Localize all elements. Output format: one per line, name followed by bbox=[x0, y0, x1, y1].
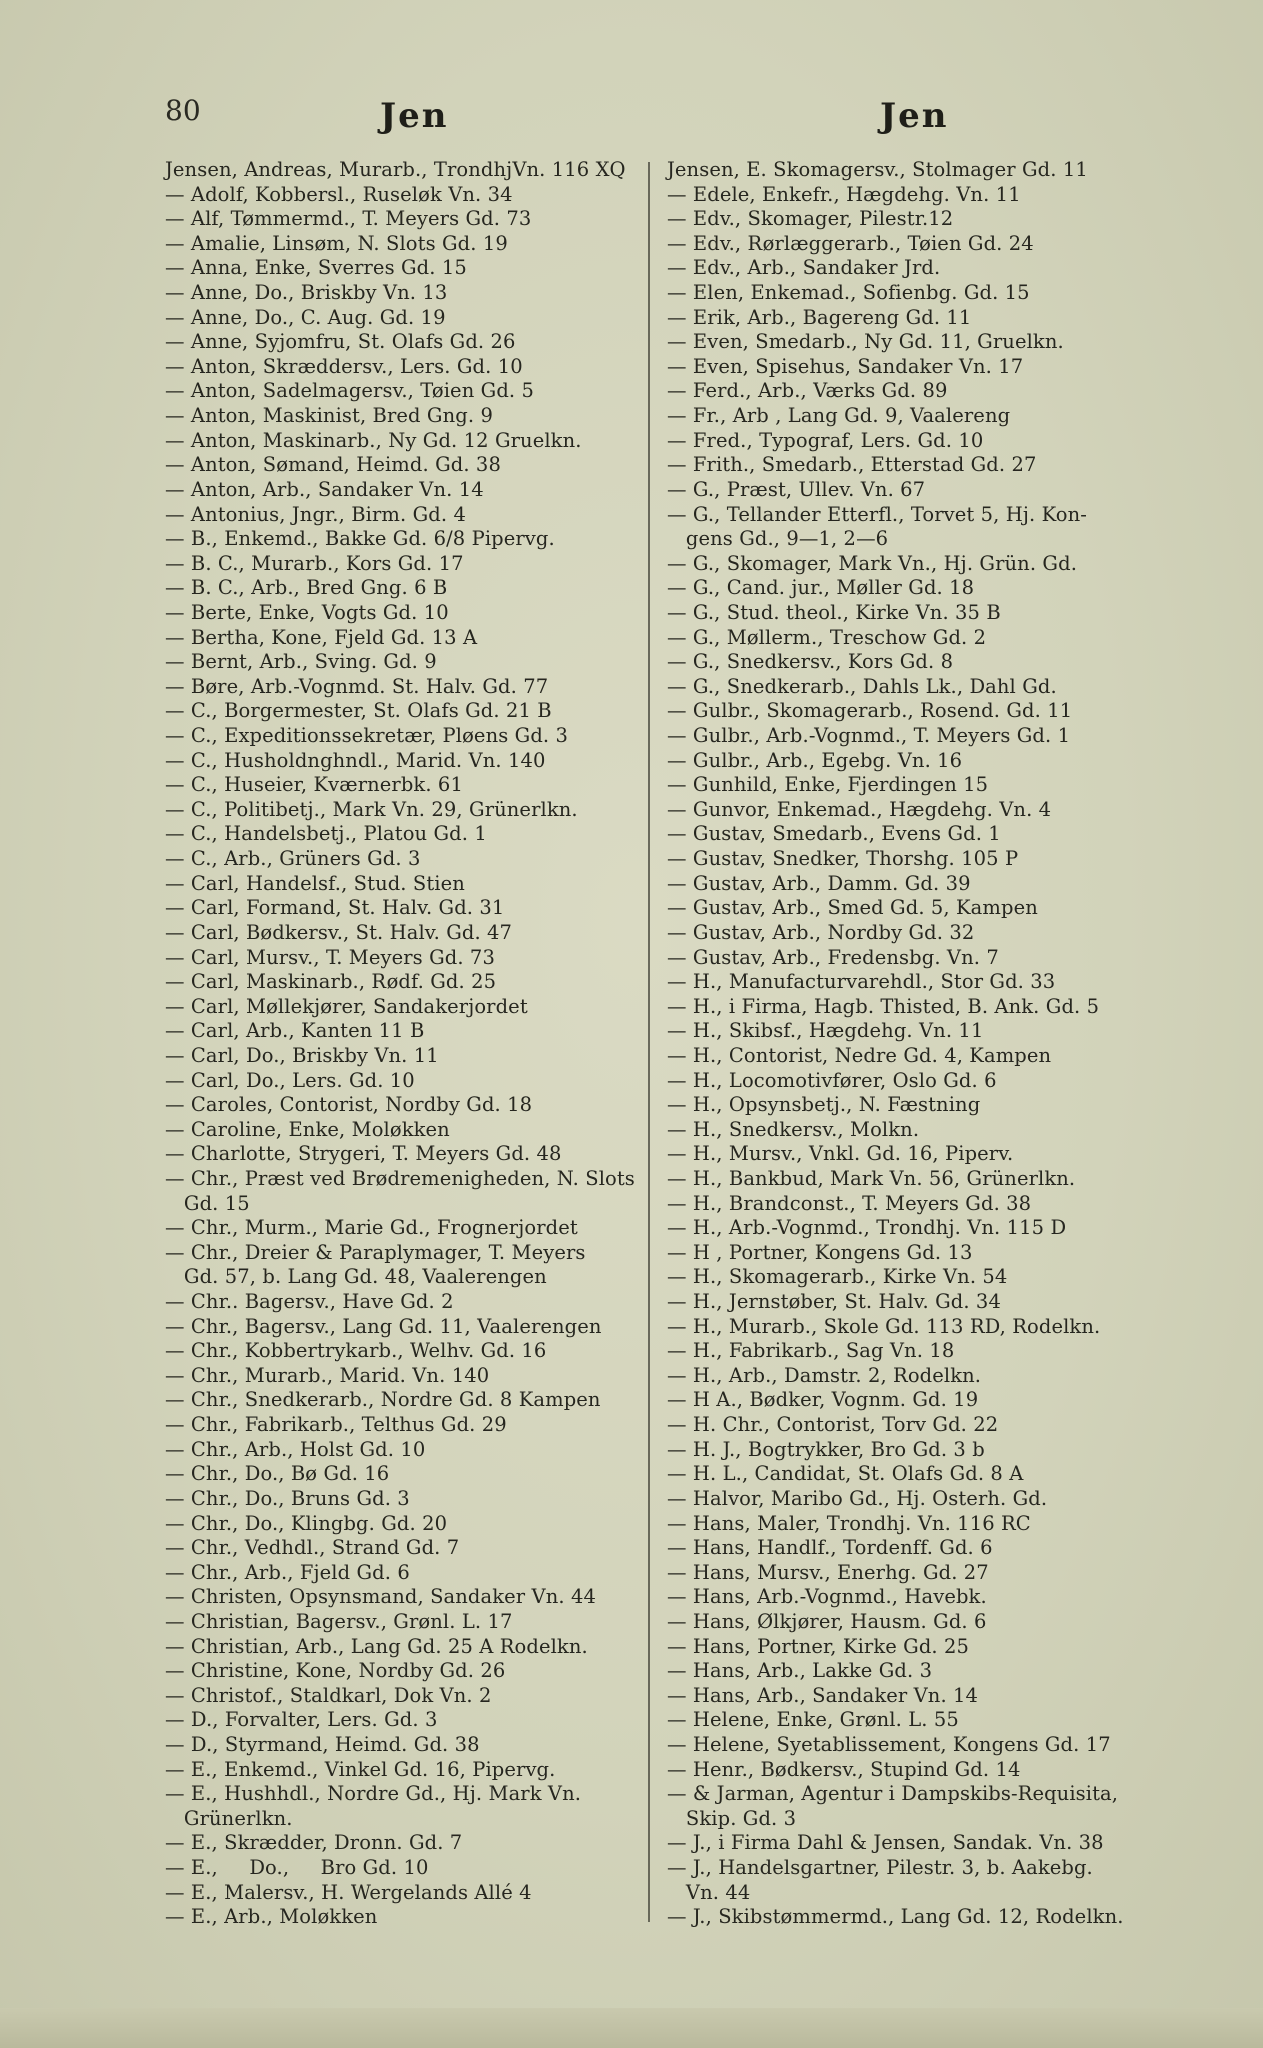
directory-entry: — B. C., Murarb., Kors Gd. 17 bbox=[165, 551, 464, 575]
directory-entry: — Erik, Arb., Bagereng Gd. 11 bbox=[667, 305, 972, 329]
directory-entry: — Anton, Skræddersv., Lers. Gd. 10 bbox=[165, 354, 523, 378]
directory-entry: gens Gd., 9—1, 2—6 bbox=[667, 527, 889, 551]
directory-entry: — Anton, Maskinarb., Ny Gd. 12 Gruelkn. bbox=[165, 428, 582, 452]
directory-entry: — G., Tellander Etterfl., Torvet 5, Hj. Kon- bbox=[667, 502, 1087, 526]
column-divider bbox=[648, 162, 650, 1922]
directory-entry: — Carl, Handelsf., Stud. Stien bbox=[165, 871, 465, 895]
directory-entry: — J., Skibstømmermd., Lang Gd. 12, Rodelkn. bbox=[667, 1905, 1124, 1929]
directory-entry: — Edele, Enkefr., Hægdehg. Vn. 11 bbox=[667, 182, 1021, 206]
directory-entry: — Anne, Do., C. Aug. Gd. 19 bbox=[165, 305, 446, 329]
directory-entry: — Fr., Arb , Lang Gd. 9, Vaalereng bbox=[667, 404, 1011, 428]
directory-entry: — Chr., Vedhdl., Strand Gd. 7 bbox=[165, 1536, 460, 1560]
right-column bbox=[667, 158, 1159, 1930]
directory-entry: — C., Expeditionssekretær, Pløens Gd. 3 bbox=[165, 724, 569, 748]
directory-entry: — Chr., Murm., Marie Gd., Frognerjordet bbox=[165, 1216, 578, 1240]
directory-entry: — E., Skrædder, Dronn. Gd. 7 bbox=[165, 1831, 463, 1855]
directory-entry: — Gustav, Arb., Nordby Gd. 32 bbox=[667, 920, 975, 944]
directory-entry: — Chr., Do., Bruns Gd. 3 bbox=[165, 1486, 410, 1510]
directory-entry: — Hans, Handlf., Tordenff. Gd. 6 bbox=[667, 1536, 993, 1560]
directory-entry: — Anne, Syjomfru, St. Olafs Gd. 26 bbox=[165, 330, 516, 354]
directory-entry: — H., Manufacturvarehdl., Stor Gd. 33 bbox=[667, 970, 1056, 994]
directory-entry: — H., Mursv., Vnkl. Gd. 16, Piperv. bbox=[667, 1142, 1014, 1166]
directory-entry: — Henr., Bødkersv., Stupind Gd. 14 bbox=[667, 1757, 1021, 1781]
directory-entry: — Hans, Arb., Sandaker Vn. 14 bbox=[667, 1683, 979, 1707]
directory-entry: — H., Jernstøber, St. Halv. Gd. 34 bbox=[667, 1290, 1001, 1314]
directory-entry: — E., Malersv., H. Wergelands Allé 4 bbox=[165, 1880, 532, 1904]
directory-entry: — H. J., Bogtrykker, Bro Gd. 3 b bbox=[667, 1437, 985, 1461]
directory-entry: — Christof., Staldkarl, Dok Vn. 2 bbox=[165, 1683, 492, 1707]
directory-entry: — Gustav, Arb., Fredensbg. Vn. 7 bbox=[667, 945, 999, 969]
directory-entry: — Carl, Formand, St. Halv. Gd. 31 bbox=[165, 896, 505, 920]
directory-entry: — Even, Smedarb., Ny Gd. 11, Gruelkn. bbox=[667, 330, 1064, 354]
directory-entry: — H. Chr., Contorist, Torv Gd. 22 bbox=[667, 1413, 999, 1437]
directory-entry: — H. L., Candidat, St. Olafs Gd. 8 A bbox=[667, 1462, 1024, 1486]
directory-entry: — Gunhild, Enke, Fjerdingen 15 bbox=[667, 773, 989, 797]
directory-entry: — Hans, Arb.-Vognmd., Havebk. bbox=[667, 1585, 987, 1609]
directory-entry: — B., Enkemd., Bakke Gd. 6/8 Pipervg. bbox=[165, 527, 555, 551]
directory-entry: — Helene, Syetablissement, Kongens Gd. 17 bbox=[667, 1733, 1111, 1756]
directory-entry: — Gustav, Arb., Damm. Gd. 39 bbox=[667, 871, 971, 895]
directory-entry: — Gustav, Arb., Smed Gd. 5, Kampen bbox=[667, 896, 1038, 920]
directory-entry: — Amalie, Linsøm, N. Slots Gd. 19 bbox=[165, 231, 508, 255]
directory-entry: — Børe, Arb.-Vognmd. St. Halv. Gd. 77 bbox=[165, 674, 549, 698]
directory-entry: — Bertha, Kone, Fjeld Gd. 13 A bbox=[165, 625, 478, 649]
directory-entry: — C., Handelsbetj., Platou Gd. 1 bbox=[165, 822, 487, 846]
directory-entry: — Gustav, Snedker, Thorshg. 105 P bbox=[667, 847, 1019, 871]
directory-entry: — H., Arb., Damstr. 2, Rodelkn. bbox=[667, 1363, 982, 1387]
directory-entry: — Chr., Dreier & Paraplymager, T. Meyers bbox=[165, 1240, 586, 1264]
directory-entry: — H., Bankbud, Mark Vn. 56, Grünerlkn. bbox=[667, 1166, 1076, 1190]
page-bottom-edge bbox=[0, 2008, 1263, 2048]
directory-entry: — Alf, Tømmermd., T. Meyers Gd. 73 bbox=[165, 207, 532, 231]
directory-entry: — E., Do., Bro Gd. 10 bbox=[165, 1856, 429, 1880]
directory-entry: — H A., Bødker, Vognm. Gd. 19 bbox=[667, 1388, 979, 1412]
directory-entry: — C., Borgermester, St. Olafs Gd. 21 B bbox=[165, 699, 552, 723]
directory-entry: — G., Snedkersv., Kors Gd. 8 bbox=[667, 650, 954, 674]
directory-entry: — Chr., Fabrikarb., Telthus Gd. 29 bbox=[165, 1413, 507, 1437]
directory-entry: — Halvor, Maribo Gd., Hj. Osterh. Gd. bbox=[667, 1486, 1048, 1510]
directory-entry: — Anton, Sadelmagersv., Tøien Gd. 5 bbox=[165, 379, 535, 403]
directory-entry: — H., Opsynsbetj., N. Fæstning bbox=[667, 1093, 981, 1117]
directory-entry: — Antonius, Jngr., Birm. Gd. 4 bbox=[165, 502, 466, 526]
directory-entry: — Chr., Do., Bø Gd. 16 bbox=[165, 1462, 390, 1486]
directory-entry: — Anton, Sømand, Heimd. Gd. 38 bbox=[165, 453, 501, 477]
directory-entry: — Bernt, Arb., Sving. Gd. 9 bbox=[165, 650, 437, 674]
directory-entry: — Anna, Enke, Sverres Gd. 15 bbox=[165, 256, 467, 280]
running-header-right: Jen bbox=[880, 96, 949, 136]
directory-entry: — Hans, Arb., Lakke Gd. 3 bbox=[667, 1659, 933, 1683]
directory-entry: — G., Snedkerarb., Dahls Lk., Dahl Gd. bbox=[667, 674, 1057, 698]
directory-entry: — H., Arb.-Vognmd., Trondhj. Vn. 115 D bbox=[667, 1216, 1067, 1240]
directory-entry: — H., Locomotivfører, Oslo Gd. 6 bbox=[667, 1068, 997, 1092]
directory-entry: — Edv., Arb., Sandaker Jrd. bbox=[667, 256, 941, 280]
directory-entry: — Ferd., Arb., Værks Gd. 89 bbox=[667, 379, 948, 403]
directory-entry: — H., Skomagerarb., Kirke Vn. 54 bbox=[667, 1265, 1008, 1289]
directory-entry: — H., Skibsf., Hægdehg. Vn. 11 bbox=[667, 1019, 984, 1043]
left-column bbox=[165, 158, 655, 1930]
directory-entry: — G., Skomager, Mark Vn., Hj. Grün. Gd. bbox=[667, 551, 1077, 575]
directory-entry: — Carl, Mursv., T. Meyers Gd. 73 bbox=[165, 945, 495, 969]
directory-entry: — Charlotte, Strygeri, T. Meyers Gd. 48 bbox=[165, 1142, 562, 1166]
directory-entry: — G., Møllerm., Treschow Gd. 2 bbox=[667, 625, 987, 649]
directory-entry: — Gulbr., Skomagerarb., Rosend. Gd. 11 bbox=[667, 699, 1073, 723]
directory-entry: — Anton, Arb., Sandaker Vn. 14 bbox=[165, 477, 484, 501]
directory-entry: — G., Cand. jur., Møller Gd. 18 bbox=[667, 576, 975, 600]
directory-entry: — J., i Firma Dahl & Jensen, Sandak. Vn. 38 bbox=[667, 1831, 1104, 1855]
directory-entry: — Chr.. Bagersv., Have Gd. 2 bbox=[165, 1290, 454, 1314]
directory-entry: — J., Handelsgartner, Pilestr. 3, b. Aakebg. bbox=[667, 1856, 1093, 1880]
directory-entry: — Carl, Do., Lers. Gd. 10 bbox=[165, 1068, 415, 1092]
directory-entry: — H., i Firma, Hagb. Thisted, B. Ank. Gd. 5 bbox=[667, 994, 1100, 1018]
directory-entry: — Anton, Maskinist, Bred Gng. 9 bbox=[165, 404, 493, 428]
directory-entry: — Christian, Bagersv., Grønl. L. 17 bbox=[165, 1609, 513, 1633]
directory-entry: — Elen, Enkemad., Sofienbg. Gd. 15 bbox=[667, 281, 1030, 305]
directory-entry: — H , Portner, Kongens Gd. 13 bbox=[667, 1240, 973, 1264]
directory-entry: — Chr., Bagersv., Lang Gd. 11, Vaalerengen bbox=[165, 1314, 602, 1338]
directory-entry: — Christen, Opsynsmand, Sandaker Vn. 44 bbox=[165, 1585, 596, 1609]
directory-entry: — E., Enkemd., Vinkel Gd. 16, Pipervg. bbox=[165, 1757, 556, 1781]
directory-entry: — Caroline, Enke, Moløkken bbox=[165, 1117, 450, 1141]
directory-entry: — Christian, Arb., Lang Gd. 25 A Rodelkn. bbox=[165, 1634, 588, 1658]
directory-entry: — Frith., Smedarb., Etterstad Gd. 27 bbox=[667, 453, 1037, 477]
directory-entry: — Chr., Kobbertrykarb., Welhv. Gd. 16 bbox=[165, 1339, 547, 1363]
directory-entry: Skip. Gd. 3 bbox=[667, 1806, 797, 1830]
directory-entry: — Chr., Snedkerarb., Nordre Gd. 8 Kampen bbox=[165, 1388, 601, 1412]
directory-entry: — Hans, Ølkjører, Hausm. Gd. 6 bbox=[667, 1609, 987, 1633]
directory-entry: — E., Hushhdl., Nordre Gd., Hj. Mark Vn. bbox=[165, 1782, 582, 1806]
directory-entry: — H., Contorist, Nedre Gd. 4, Kampen bbox=[667, 1043, 1052, 1067]
directory-entry: Gd. 15 bbox=[165, 1191, 250, 1215]
directory-entry: — Gulbr., Arb.-Vognmd., T. Meyers Gd. 1 bbox=[667, 724, 1071, 748]
directory-entry: — Chr., Do., Klingbg. Gd. 20 bbox=[165, 1511, 448, 1535]
directory-entry: — Edv., Rørlæggerarb., Tøien Gd. 24 bbox=[667, 231, 1034, 255]
directory-entry: — Helene, Enke, Grønl. L. 55 bbox=[667, 1708, 959, 1732]
directory-entry: — D., Styrmand, Heimd. Gd. 38 bbox=[165, 1733, 480, 1756]
directory-entry: — Chr., Præst ved Brødremenigheden, N. Slots bbox=[165, 1166, 635, 1190]
directory-entry: — Adolf, Kobbersl., Ruseløk Vn. 34 bbox=[165, 182, 513, 206]
directory-entry: — H., Murarb., Skole Gd. 113 RD, Rodelkn. bbox=[667, 1314, 1101, 1338]
directory-entry: — H., Brandconst., T. Meyers Gd. 38 bbox=[667, 1191, 1032, 1215]
directory-entry: — C., Arb., Grüners Gd. 3 bbox=[165, 847, 421, 871]
directory-entry: — Gulbr., Arb., Egebg. Vn. 16 bbox=[667, 748, 963, 772]
directory-entry: — Chr., Arb., Fjeld Gd. 6 bbox=[165, 1560, 410, 1584]
directory-entry: — Carl, Bødkersv., St. Halv. Gd. 47 bbox=[165, 920, 513, 944]
directory-entry: — Carl, Maskinarb., Rødf. Gd. 25 bbox=[165, 970, 497, 994]
directory-entry: — Gunvor, Enkemad., Hægdehg. Vn. 4 bbox=[667, 797, 1052, 821]
directory-entry: — B. C., Arb., Bred Gng. 6 B bbox=[165, 576, 448, 600]
directory-entry: — Hans, Portner, Kirke Gd. 25 bbox=[667, 1634, 970, 1658]
directory-entry: Grünerlkn. bbox=[165, 1806, 293, 1830]
directory-entry: Vn. 44 bbox=[667, 1880, 751, 1904]
directory-entry: — H., Snedkersv., Molkn. bbox=[667, 1117, 920, 1141]
directory-entry: — Caroles, Contorist, Nordby Gd. 18 bbox=[165, 1093, 533, 1117]
directory-entry: — Hans, Mursv., Enerhg. Gd. 27 bbox=[667, 1560, 989, 1584]
directory-entry: — Carl, Do., Briskby Vn. 11 bbox=[165, 1043, 439, 1067]
directory-entry: — Hans, Maler, Trondhj. Vn. 116 RC bbox=[667, 1511, 1031, 1535]
directory-entry: — Fred., Typograf, Lers. Gd. 10 bbox=[667, 428, 984, 452]
directory-entry: — Berte, Enke, Vogts Gd. 10 bbox=[165, 600, 449, 624]
directory-entry: — D., Forvalter, Lers. Gd. 3 bbox=[165, 1708, 438, 1732]
directory-entry: — C., Politibetj., Mark Vn. 29, Grünerlkn. bbox=[165, 797, 578, 821]
directory-entry: — & Jarman, Agentur i Dampskibs-Requisita, bbox=[667, 1782, 1119, 1806]
directory-entry: — Gustav, Smedarb., Evens Gd. 1 bbox=[667, 822, 1001, 846]
directory-entry: — Carl, Møllekjører, Sandakerjordet bbox=[165, 994, 528, 1018]
directory-entry: — Christine, Kone, Nordby Gd. 26 bbox=[165, 1659, 506, 1683]
directory-entry: — Anne, Do., Briskby Vn. 13 bbox=[165, 281, 448, 305]
directory-entry: Gd. 57, b. Lang Gd. 48, Vaalerengen bbox=[165, 1265, 547, 1289]
directory-entry: Jensen, E. Skomagersv., Stolmager Gd. 11 bbox=[667, 158, 1088, 181]
directory-entry: — Even, Spisehus, Sandaker Vn. 17 bbox=[667, 354, 1024, 378]
page-number: 80 bbox=[165, 94, 201, 127]
directory-entry: — G., Stud. theol., Kirke Vn. 35 B bbox=[667, 600, 1001, 624]
running-header-left: Jen bbox=[380, 96, 449, 136]
directory-entry: — Carl, Arb., Kanten 11 B bbox=[165, 1019, 425, 1043]
directory-entry: — C., Huseier, Kværnerbk. 61 bbox=[165, 773, 463, 797]
directory-entry: — Chr., Arb., Holst Gd. 10 bbox=[165, 1437, 426, 1461]
directory-entry: — Edv., Skomager, Pilestr.12 bbox=[667, 207, 954, 231]
directory-entry: — H., Fabrikarb., Sag Vn. 18 bbox=[667, 1339, 955, 1363]
directory-entry: — Chr., Murarb., Marid. Vn. 140 bbox=[165, 1363, 490, 1387]
directory-entry: Jensen, Andreas, Murarb., TrondhjVn. 116 XQ bbox=[165, 158, 626, 181]
directory-entry: — E., Arb., Moløkken bbox=[165, 1905, 378, 1929]
directory-entry: — G., Præst, Ullev. Vn. 67 bbox=[667, 477, 926, 501]
directory-entry: — C., Husholdnghndl., Marid. Vn. 140 bbox=[165, 748, 546, 772]
